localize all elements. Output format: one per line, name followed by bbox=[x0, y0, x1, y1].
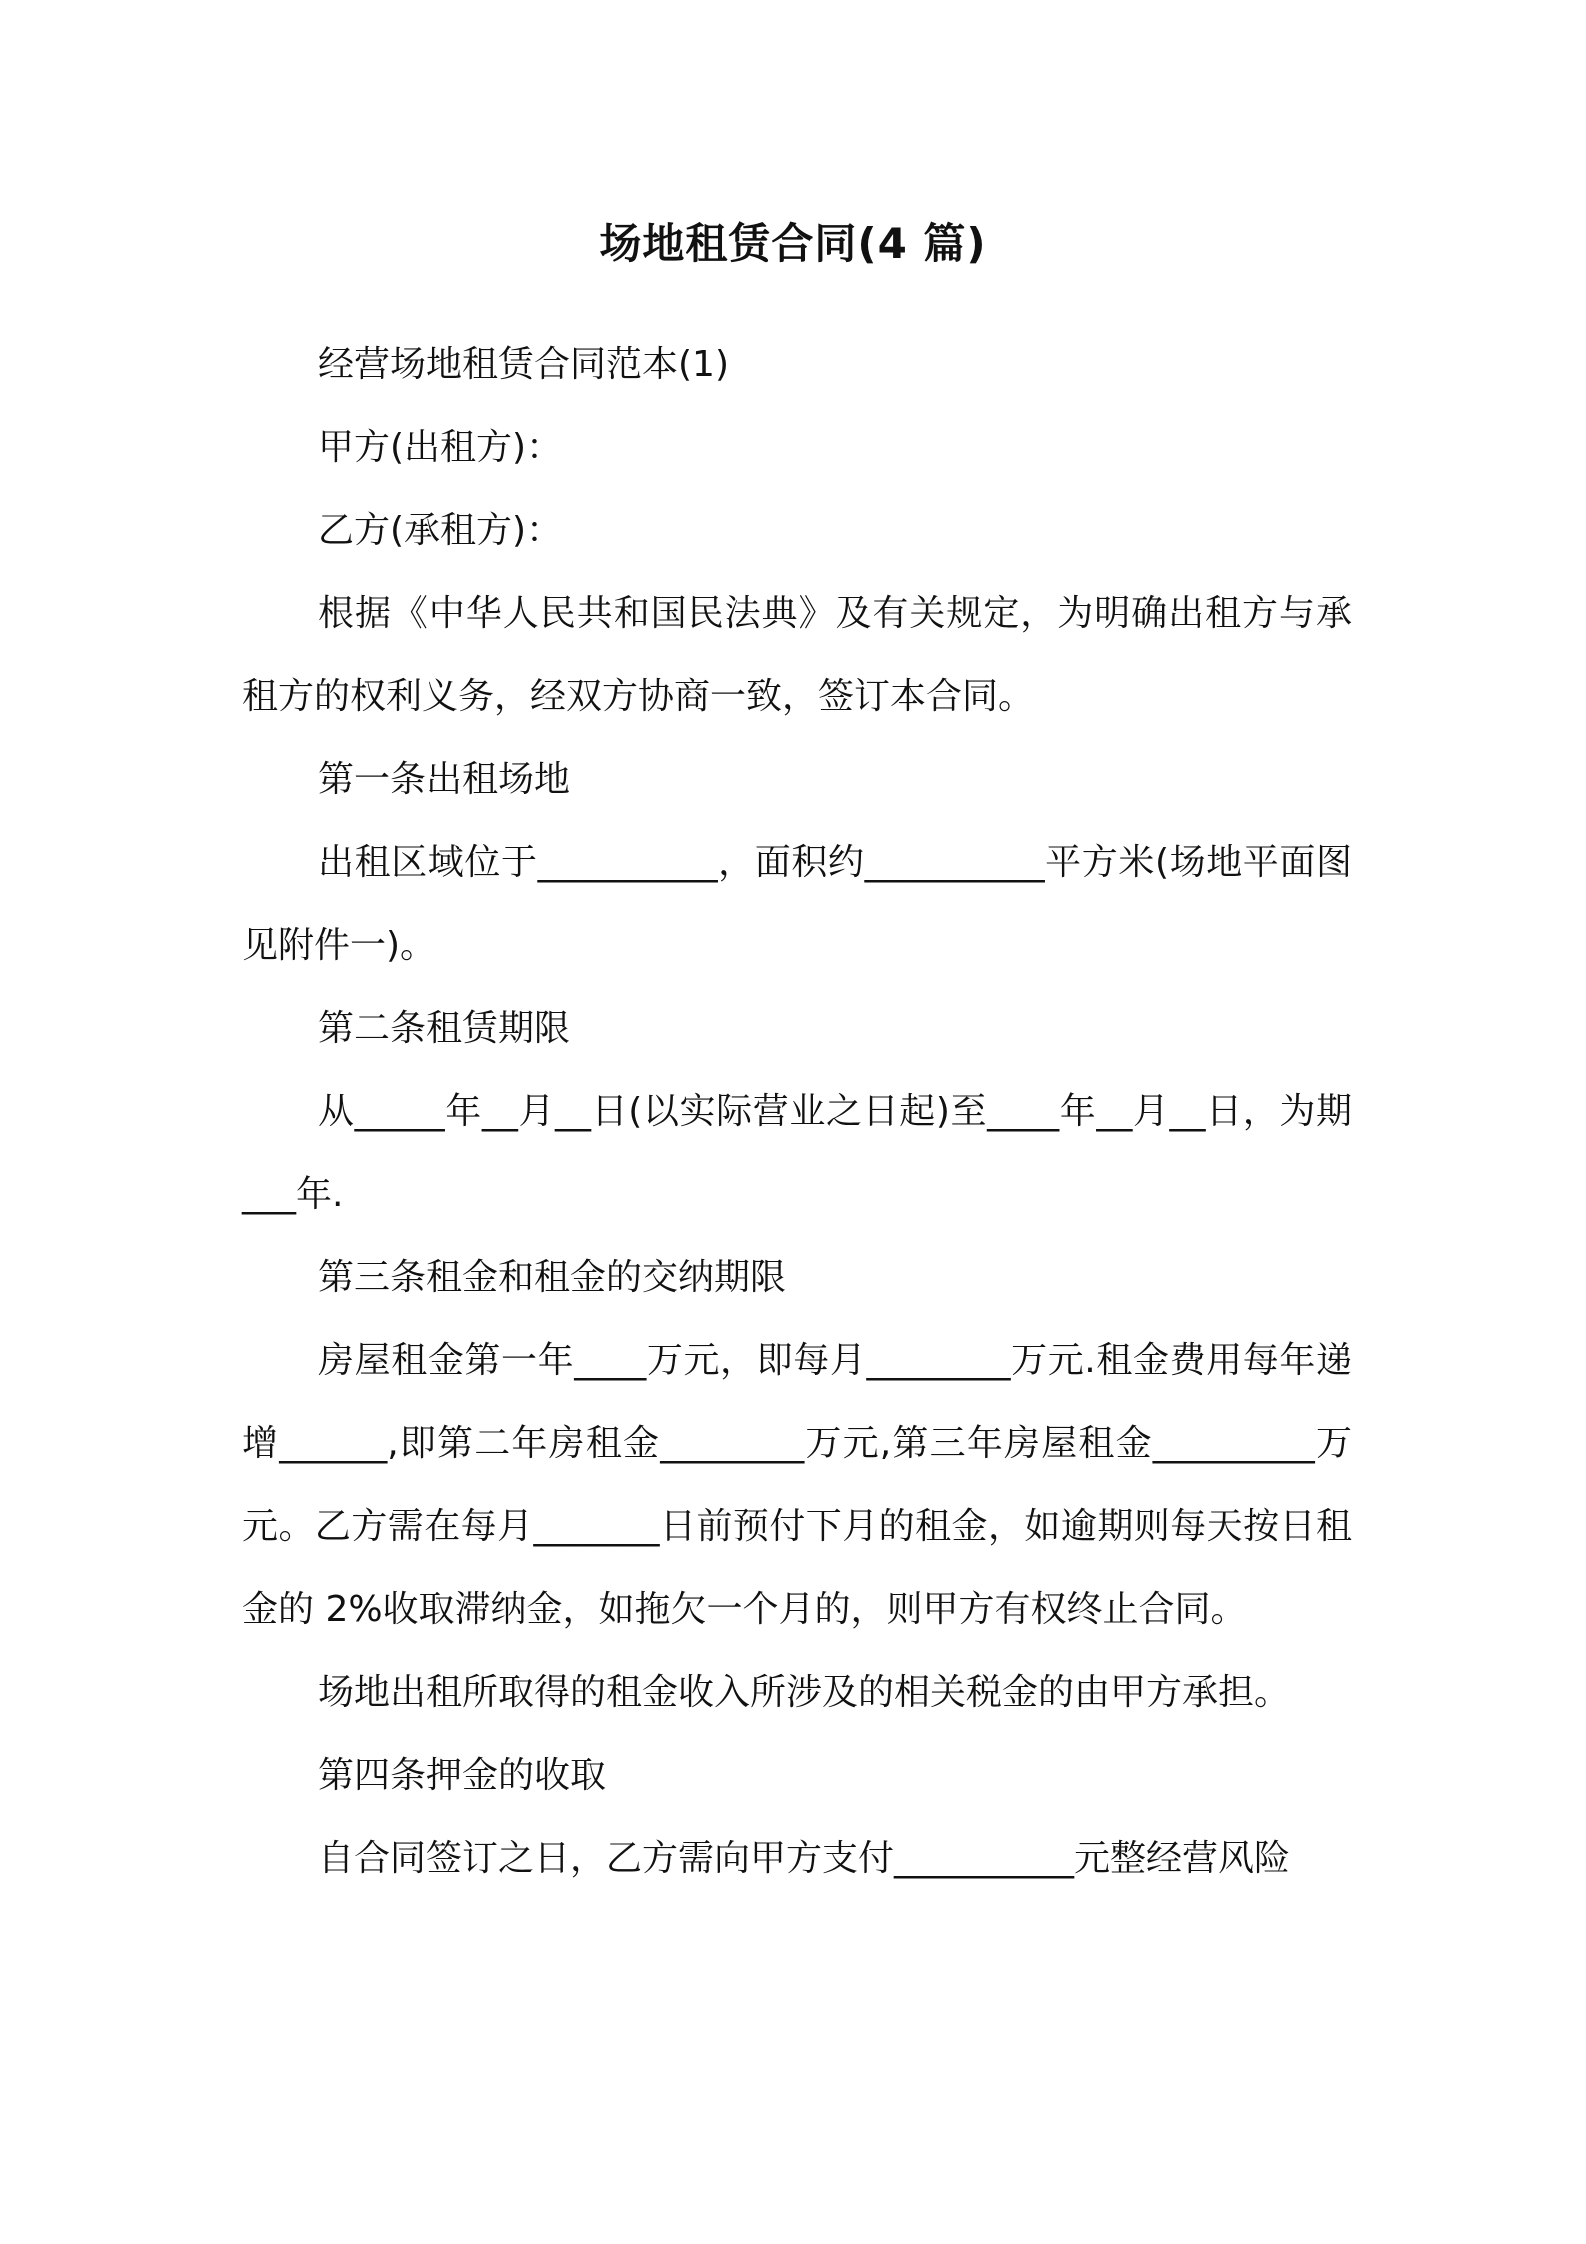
document-title: 场地租赁合同(4 篇) bbox=[599, 219, 987, 268]
preamble-paragraph: 根据《中华人民共和国民法典》及有关规定，为明确出租方与承租方的权利义务，经双方协商一致，签订本合同。 bbox=[242, 593, 1352, 717]
article-4-heading: 第四条押金的收取 bbox=[318, 1755, 607, 1796]
article-2-heading: 第二条租赁期限 bbox=[318, 1008, 571, 1049]
tax-paragraph: 场地出租所取得的租金收入所涉及的相关税金的由甲方承担。 bbox=[318, 1672, 1291, 1713]
party-b-line: 乙方(承租方)： bbox=[318, 510, 563, 551]
article-2-text: 从_____年__月__日(以实际营业之日起)至____年__月__日，为期___年. bbox=[242, 1091, 1352, 1215]
article-3-text: 房屋租金第一年____万元，即每月________万元.租金费用每年递增______,即第二年房租金________万元,第三年房屋租金_________万元。乙方需在每月_______日前预付下月的租金，如逾期则每天按日租金的 2%收取滞纳金，如拖欠一个月的，则甲方有权终止合同。 bbox=[242, 1340, 1352, 1630]
article-1-heading: 第一条出租场地 bbox=[318, 759, 571, 800]
contract-subtitle: 经营场地租赁合同范本(1) bbox=[318, 344, 729, 385]
article-1-text: 出租区域位于__________，面积约__________平方米(场地平面图见附件一)。 bbox=[242, 842, 1352, 966]
article-4-text: 自合同签订之日，乙方需向甲方支付__________元整经营风险 bbox=[318, 1838, 1291, 1879]
document-body bbox=[242, 323, 1352, 1900]
party-a-line: 甲方(出租方)： bbox=[318, 427, 563, 468]
article-3-heading: 第三条租金和租金的交纳期限 bbox=[318, 1257, 787, 1298]
